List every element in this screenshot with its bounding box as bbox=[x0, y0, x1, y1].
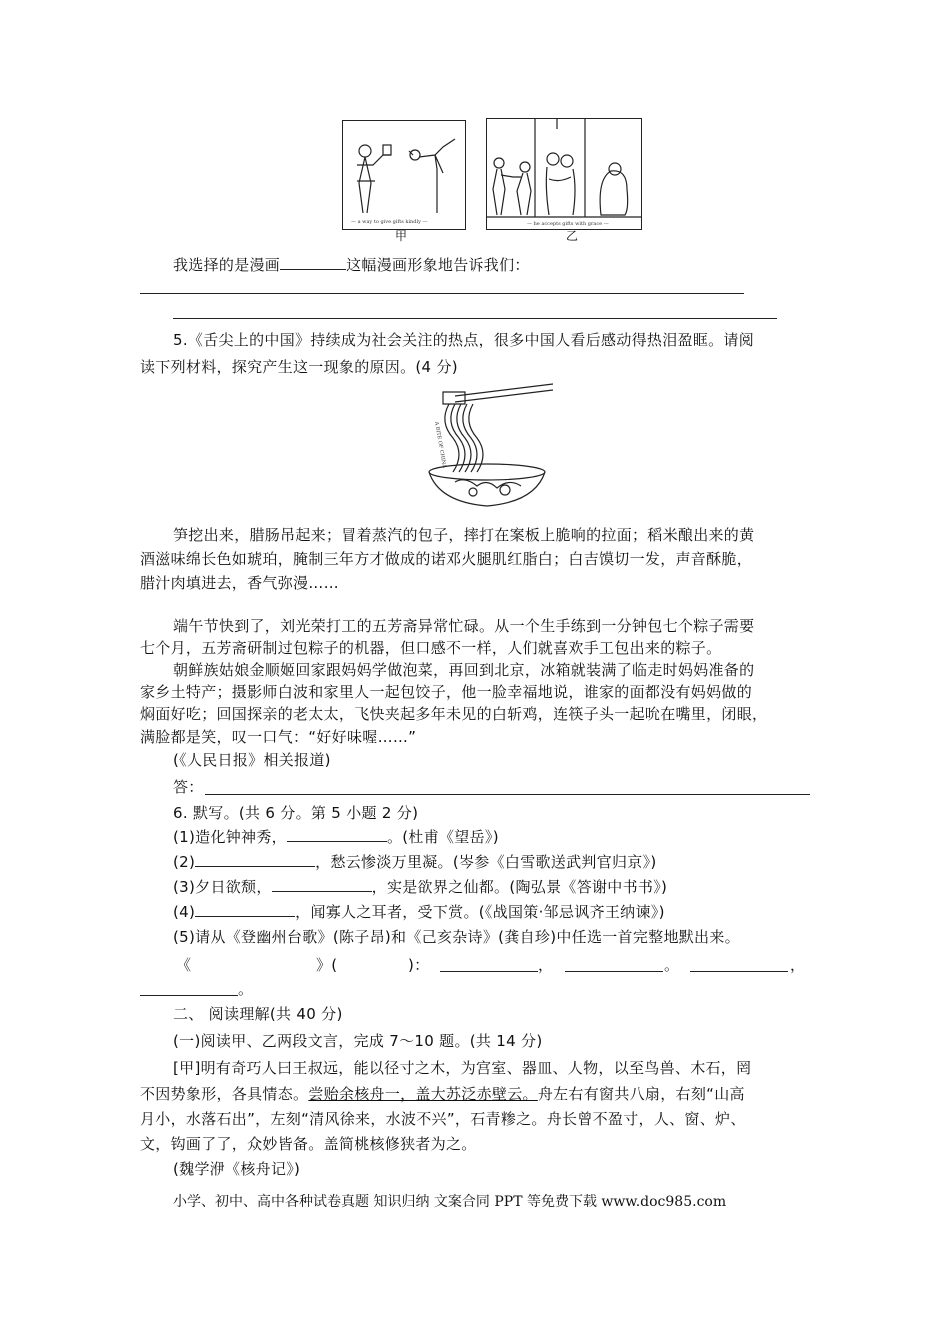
q5-line-1: 5.《舌尖上的中国》持续成为社会关注的热点，很多中国人看后感动得热泪盈眶。请阅 bbox=[173, 331, 755, 349]
jia-line-2-underlined: 尝贻余核舟一，盖大苏泛赤壁云。 bbox=[308, 1085, 538, 1103]
q5-para3-line-2: 家乡土特产；摄影师白波和家里人一起包饺子，他一脸幸福地说，谁家的面都没有妈妈做的 bbox=[140, 683, 753, 701]
cartoon-a-caption: — a way to give gifts kindly — bbox=[351, 219, 428, 225]
q4-answer-line-1[interactable] bbox=[140, 293, 744, 294]
q6-item-2 bbox=[173, 851, 657, 872]
q6-item-2-suffix: ，愁云惨淡万里凝。(岑参《白雪歌送武判官归京》) bbox=[315, 853, 657, 871]
q5-para3-line-1: 朝鲜族姑娘金顺姬回家跟妈妈学做泡菜，再回到北京，冰箱就装满了临走时妈妈准备的 bbox=[173, 661, 755, 679]
q5-line-2: 读下列材料，探究产生这一现象的原因。(4 分) bbox=[140, 358, 458, 376]
q6-item-5-comma-1: ， bbox=[538, 956, 554, 974]
q6-item-3-suffix: ，实是欲界之仙都。(陶弘景《答谢中书书》) bbox=[371, 878, 668, 896]
bowl-text: A BITE OF CHINA bbox=[433, 421, 448, 469]
q6-item-5-period-1: 。 bbox=[664, 956, 680, 974]
q5-para1-line-2: 酒滋味绵长色如琥珀，腌制三年方才做成的诺邓火腿肌红脂白；白吉馍切一发，声音酥脆， bbox=[140, 550, 753, 568]
q5-para1-line-3: 腊汁肉填进去，香气弥漫…… bbox=[140, 574, 339, 592]
q6-item-5-blank-1[interactable] bbox=[440, 971, 538, 972]
q6-item-5-comma-2: ， bbox=[790, 956, 806, 974]
q5-source: (《人民日报》相关报道) bbox=[173, 751, 331, 769]
q6-item-3-blank[interactable] bbox=[272, 877, 372, 892]
q6-item-1-blank[interactable] bbox=[287, 827, 387, 842]
q5-answer-line[interactable] bbox=[205, 794, 810, 795]
q6-item-5-blank-3[interactable] bbox=[690, 971, 788, 972]
q6-item-5: (5)请从《登幽州台歌》(陈子昂)和《己亥杂诗》(龚自珍)中任选一首完整地默出来。 bbox=[173, 928, 740, 946]
q5-answer-label: 答： bbox=[173, 778, 204, 796]
q6-item-2-blank[interactable] bbox=[195, 852, 315, 867]
q6-item-5-close: 》( bbox=[316, 956, 338, 974]
section2-title: 二、 阅读理解(共 40 分) bbox=[173, 1005, 343, 1023]
q6-item-2-prefix: (2) bbox=[173, 853, 196, 871]
cartoon-b-frame bbox=[486, 118, 642, 230]
noodle-bowl-illustration bbox=[425, 382, 555, 510]
cartoon-b-drawing bbox=[487, 119, 641, 229]
jia-line-1: [甲]明有奇巧人曰王叔远，能以径寸之木，为宫室、器皿、人物，以至鸟兽、木石，罔 bbox=[173, 1059, 752, 1077]
q5-para2-line-2: 七个月，五芳斋研制过包粽子的机器，但口感不一样，人们就喜欢手工包出来的粽子。 bbox=[140, 639, 722, 657]
cartoon-b-label: 乙 bbox=[566, 229, 579, 243]
q6-item-1 bbox=[173, 826, 499, 847]
q6-item-5-blank-2[interactable] bbox=[565, 971, 663, 972]
q6-item-1-prefix: (1)造化钟神秀， bbox=[173, 828, 287, 846]
jia-line-2-b: 舟左右有窗共八扇，右刻“山高 bbox=[537, 1085, 745, 1103]
jia-line-2-a: 不因势象形，各具情态。 bbox=[140, 1085, 309, 1103]
q5-para1-line-1: 笋挖出来，腊肠吊起来；冒着蒸汽的包子，摔打在案板上脆响的拉面；稻米酿出来的黄 bbox=[173, 526, 755, 544]
jia-source: (魏学洢《核舟记》) bbox=[173, 1160, 301, 1178]
section2-sub1: (一)阅读甲、乙两段文言，完成 7～10 题。(共 14 分) bbox=[173, 1032, 543, 1050]
q5-para3-line-4: 满脸都是笑，叹一口气：“好好味喔……” bbox=[140, 728, 417, 746]
jia-line-2 bbox=[140, 1083, 745, 1104]
q5-para2-line-1: 端午节快到了，刘光荣打工的五芳斋异常忙碌。从一个生手练到一分钟包七个粽子需要 bbox=[173, 617, 755, 635]
cartoon-a-frame bbox=[342, 120, 466, 230]
q6-item-4-suffix: ，闻寡人之耳者，受下赏。(《战国策·邹忌讽齐王纳谏》) bbox=[295, 903, 665, 921]
q4-comic-choice-blank[interactable] bbox=[280, 255, 346, 270]
q4-answer-line-2[interactable] bbox=[173, 318, 777, 319]
q6-item-4-blank[interactable] bbox=[195, 902, 295, 917]
cartoon-a-drawing bbox=[343, 121, 465, 229]
q6-item-5-period-2: 。 bbox=[238, 980, 254, 998]
q6-item-5-open: 《 bbox=[176, 956, 192, 974]
q6-item-4 bbox=[173, 901, 665, 922]
q6-item-3-prefix: (3)夕日欲颓， bbox=[173, 878, 272, 896]
q6-title: 6. 默写。(共 6 分。第 5 小题 2 分) bbox=[173, 804, 419, 822]
footer-text: 小学、初中、高中各种试卷真题 知识归纳 文案合同 PPT 等免费下载 www.doc985.com bbox=[173, 1194, 727, 1210]
cartoon-b-caption: — he accepts gifts with grace — bbox=[527, 221, 609, 227]
q6-item-1-suffix: 。(杜甫《望岳》) bbox=[386, 828, 499, 846]
q4-prefix: 我选择的是漫画 bbox=[173, 256, 281, 274]
q4-prompt bbox=[173, 254, 530, 275]
q6-item-4-prefix: (4) bbox=[173, 903, 196, 921]
q6-item-5-colon: )： bbox=[408, 956, 430, 974]
jia-line-3: 月小，水落石出”，左刻“清风徐来，水波不兴”，石青糁之。舟长曾不盈寸，人、窗、炉、 bbox=[140, 1110, 746, 1128]
q5-para3-line-3: 焖面好吃；回国探亲的老太太，飞快夹起多年未见的白斩鸡，连筷子头一起吮在嘴里，闭眼， bbox=[140, 705, 768, 723]
cartoon-a-label: 甲 bbox=[395, 229, 408, 243]
q6-item-3 bbox=[173, 876, 667, 897]
q4-suffix: 这幅漫画形象地告诉我们： bbox=[346, 256, 530, 274]
q6-item-5-blank-4[interactable] bbox=[140, 995, 238, 996]
jia-line-4: 文，钩画了了，众妙皆备。盖简桃核修狭者为之。 bbox=[140, 1135, 477, 1153]
